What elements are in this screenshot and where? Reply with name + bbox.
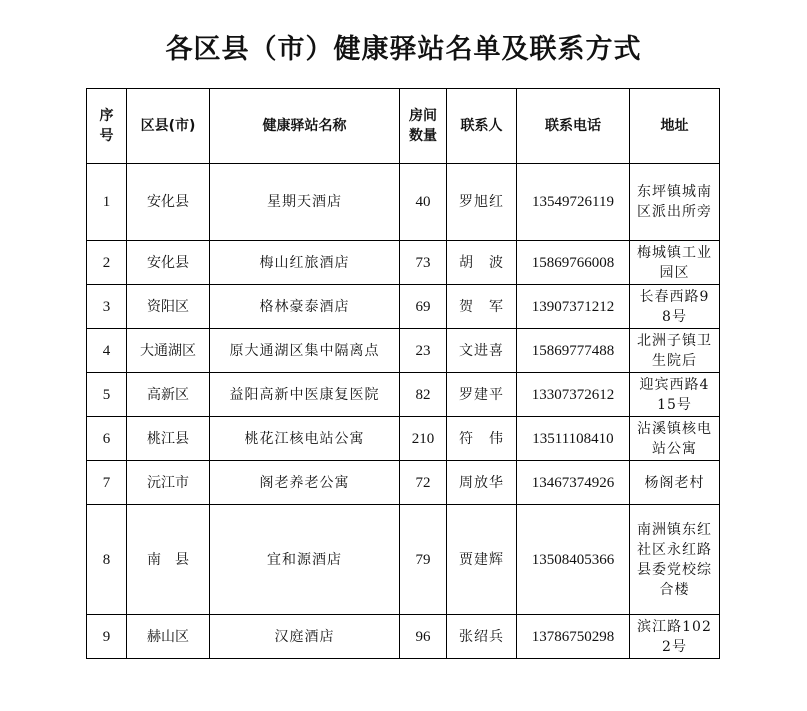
cell-address: 长春西路98号 — [630, 285, 720, 329]
cell-rooms: 69 — [400, 285, 447, 329]
table-row — [87, 241, 720, 285]
cell-station: 桃花江核电站公寓 — [210, 417, 400, 461]
header-address: 地址 — [630, 89, 720, 164]
cell-seq: 8 — [87, 505, 127, 615]
cell-district: 安化县 — [127, 241, 210, 285]
cell-address: 梅城镇工业园区 — [630, 241, 720, 285]
header-rooms — [400, 89, 447, 164]
cell-address: 迎宾西路415号 — [630, 373, 720, 417]
cell-contact: 张绍兵 — [447, 615, 517, 659]
cell-district: 安化县 — [127, 164, 210, 241]
cell-station: 原大通湖区集中隔离点 — [210, 329, 400, 373]
cell-seq: 3 — [87, 285, 127, 329]
health-station-table — [86, 88, 720, 659]
cell-phone: 13511108410 — [517, 417, 630, 461]
header-contact: 联系人 — [447, 89, 517, 164]
cell-station: 格林豪泰酒店 — [210, 285, 400, 329]
cell-district: 南 县 — [127, 505, 210, 615]
cell-district: 高新区 — [127, 373, 210, 417]
cell-phone: 15869766008 — [517, 241, 630, 285]
cell-station: 汉庭酒店 — [210, 615, 400, 659]
table-row — [87, 417, 720, 461]
cell-station: 星期天酒店 — [210, 164, 400, 241]
cell-seq: 6 — [87, 417, 127, 461]
cell-station: 阁老养老公寓 — [210, 461, 400, 505]
cell-seq: 9 — [87, 615, 127, 659]
header-rooms-label: 房间数量 — [409, 108, 437, 144]
header-seq — [87, 89, 127, 164]
cell-address: 南洲镇东红社区永红路县委党校综合楼 — [630, 505, 720, 615]
cell-phone: 13549726119 — [517, 164, 630, 241]
cell-district: 桃江县 — [127, 417, 210, 461]
cell-contact: 贺 军 — [447, 285, 517, 329]
cell-contact: 胡 波 — [447, 241, 517, 285]
header-station: 健康驿站名称 — [210, 89, 400, 164]
header-district: 区县(市) — [127, 89, 210, 164]
cell-phone: 15869777488 — [517, 329, 630, 373]
cell-phone: 13907371212 — [517, 285, 630, 329]
table-row — [87, 329, 720, 373]
table-row — [87, 285, 720, 329]
cell-district: 沅江市 — [127, 461, 210, 505]
cell-station: 宜和源酒店 — [210, 505, 400, 615]
cell-seq: 7 — [87, 461, 127, 505]
cell-address: 杨阁老村 — [630, 461, 720, 505]
cell-contact: 贾建辉 — [447, 505, 517, 615]
cell-seq: 5 — [87, 373, 127, 417]
table-row — [87, 164, 720, 241]
cell-rooms: 23 — [400, 329, 447, 373]
cell-rooms: 210 — [400, 417, 447, 461]
cell-phone: 13508405366 — [517, 505, 630, 615]
cell-rooms: 72 — [400, 461, 447, 505]
header-row — [87, 89, 720, 164]
cell-address: 东坪镇城南区派出所旁 — [630, 164, 720, 241]
table-row — [87, 461, 720, 505]
cell-seq: 2 — [87, 241, 127, 285]
table-row — [87, 373, 720, 417]
cell-contact: 罗建平 — [447, 373, 517, 417]
cell-contact: 文进喜 — [447, 329, 517, 373]
cell-district: 赫山区 — [127, 615, 210, 659]
header-seq-label: 序号 — [99, 108, 114, 144]
cell-station: 益阳高新中医康复医院 — [210, 373, 400, 417]
cell-district: 大通湖区 — [127, 329, 210, 373]
cell-phone: 13307372612 — [517, 373, 630, 417]
cell-station: 梅山红旅酒店 — [210, 241, 400, 285]
cell-phone: 13467374926 — [517, 461, 630, 505]
cell-rooms: 79 — [400, 505, 447, 615]
header-phone: 联系电话 — [517, 89, 630, 164]
page-title: 各区县（市）健康驿站名单及联系方式 — [165, 34, 642, 65]
table-body — [87, 164, 720, 659]
cell-contact: 符 伟 — [447, 417, 517, 461]
cell-phone: 13786750298 — [517, 615, 630, 659]
cell-seq: 4 — [87, 329, 127, 373]
cell-rooms: 40 — [400, 164, 447, 241]
cell-address: 北洲子镇卫生院后 — [630, 329, 720, 373]
cell-address: 滨江路1022号 — [630, 615, 720, 659]
cell-seq: 1 — [87, 164, 127, 241]
table-row — [87, 615, 720, 659]
cell-rooms: 82 — [400, 373, 447, 417]
cell-address: 沾溪镇核电站公寓 — [630, 417, 720, 461]
table-header — [87, 89, 720, 164]
cell-contact: 周放华 — [447, 461, 517, 505]
cell-rooms: 73 — [400, 241, 447, 285]
cell-contact: 罗旭红 — [447, 164, 517, 241]
cell-district: 资阳区 — [127, 285, 210, 329]
cell-rooms: 96 — [400, 615, 447, 659]
table-row — [87, 505, 720, 615]
